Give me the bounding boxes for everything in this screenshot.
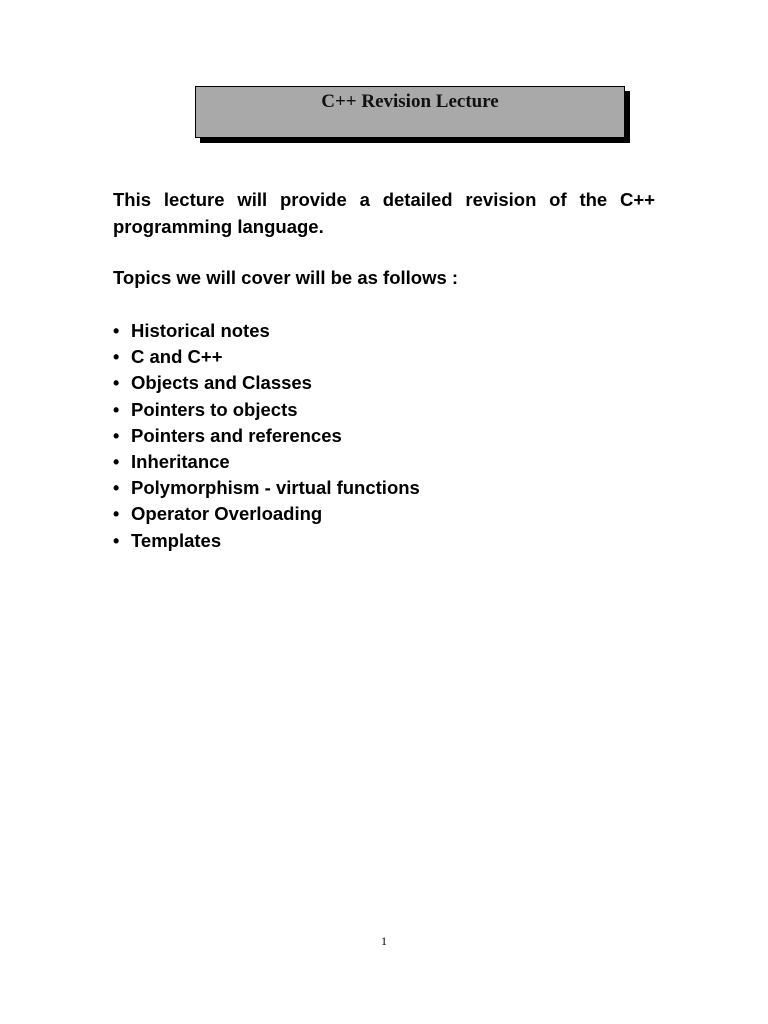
topic-label: Templates — [131, 529, 222, 551]
topic-label: C and C++ — [131, 346, 223, 368]
bullet-icon: • — [113, 452, 120, 473]
list-item — [113, 449, 420, 475]
topic-label: Historical notes — [131, 320, 270, 341]
list-item — [113, 318, 420, 344]
bullet-icon: • — [113, 530, 120, 551]
list-item — [113, 528, 420, 554]
topic-label: Polymorphism - virtual functions — [131, 477, 420, 499]
topic-label: Pointers to objects — [131, 398, 298, 420]
bullet-icon: • — [113, 425, 120, 446]
topic-label: Inheritance — [131, 451, 230, 473]
bullet-icon: • — [113, 504, 120, 525]
list-item — [113, 370, 420, 396]
document-title: C++ Revision Lecture — [321, 91, 499, 112]
list-item — [113, 344, 420, 370]
bullet-icon: • — [113, 373, 120, 394]
title-box — [195, 86, 625, 138]
bullet-icon: • — [113, 399, 120, 420]
topic-label: Pointers and references — [131, 424, 342, 446]
list-item — [113, 423, 420, 449]
bullet-icon: • — [113, 347, 120, 368]
list-item — [113, 501, 420, 527]
bullet-icon: • — [113, 478, 120, 499]
topics-heading: Topics we will cover will be as follows : — [113, 267, 459, 288]
topics-list — [113, 318, 420, 554]
list-item — [113, 397, 420, 423]
page-number: 1 — [381, 934, 387, 948]
bullet-icon: • — [113, 321, 120, 341]
list-item — [113, 475, 420, 501]
topic-label: Objects and Classes — [131, 372, 312, 394]
topic-label: Operator Overloading — [131, 503, 323, 525]
intro-paragraph: This lecture will provide a detailed revision of the C++ programming language. — [113, 189, 655, 237]
